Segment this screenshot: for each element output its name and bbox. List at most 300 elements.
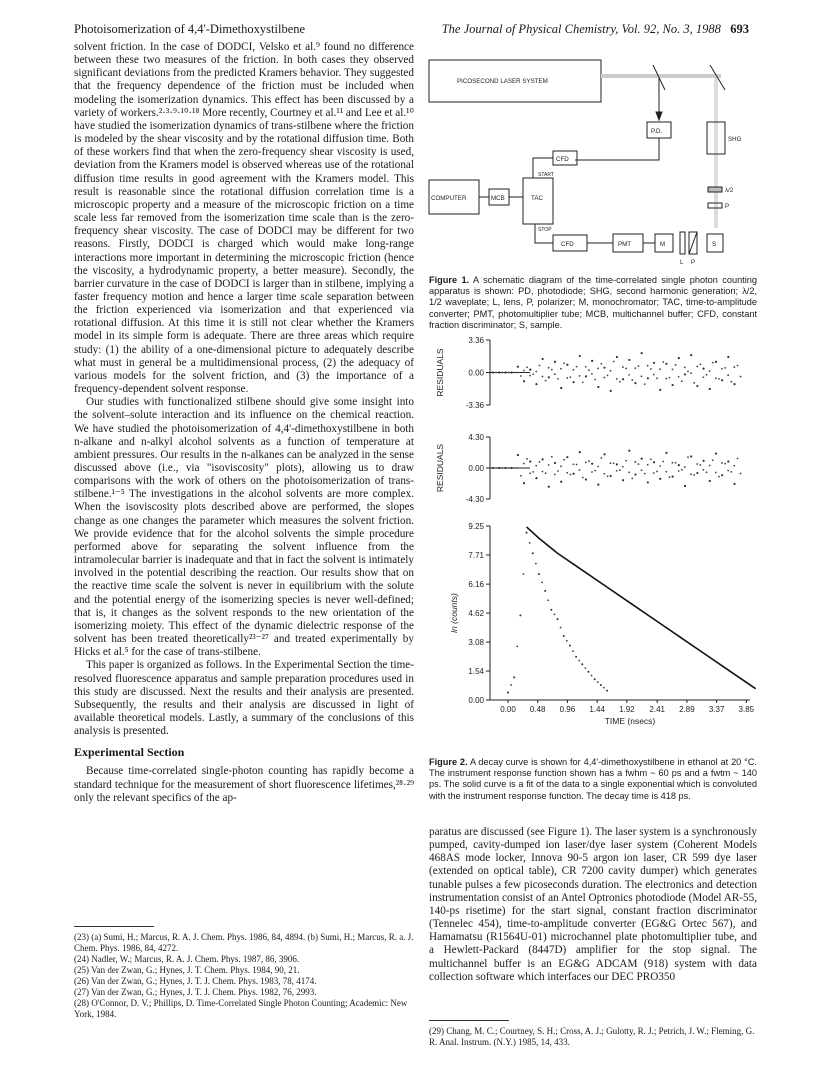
residual-point <box>576 464 578 466</box>
residual-point <box>551 369 553 371</box>
residual-point <box>634 382 636 384</box>
residual-point <box>554 474 556 476</box>
residual-point <box>542 358 544 360</box>
instrument-response-point <box>550 609 552 611</box>
residual-point <box>727 356 729 358</box>
x-tick-label: 1.44 <box>589 705 605 714</box>
residual-point <box>665 378 667 380</box>
figure2-caption-label: Figure 2. <box>429 757 468 767</box>
residual-point <box>597 483 599 485</box>
residual-point <box>628 359 630 361</box>
residual-point <box>699 464 701 466</box>
residual-point <box>610 390 612 392</box>
residual-point <box>542 458 544 460</box>
y-tick-label: 1.54 <box>468 667 484 677</box>
residual-point <box>492 467 494 469</box>
residual-point <box>675 462 677 464</box>
instrument-response-point <box>516 645 518 647</box>
lens <box>680 232 685 254</box>
laser-beam <box>601 74 721 78</box>
residual-point <box>591 471 593 473</box>
residual-point <box>508 467 510 469</box>
label-polarizer-bottom: P <box>691 259 696 266</box>
residual-point <box>653 362 655 364</box>
footnotes-right <box>429 1026 757 1048</box>
residual-point <box>709 388 711 390</box>
residual-point <box>523 380 525 382</box>
figure2-caption <box>429 757 757 802</box>
residual-point <box>585 462 587 464</box>
residual-point <box>572 473 574 475</box>
residual-point <box>653 374 655 376</box>
label-start: START <box>538 172 554 178</box>
residual-point <box>740 473 742 475</box>
residual-point <box>718 378 720 380</box>
residual-point <box>702 368 704 370</box>
residual-point <box>684 373 686 375</box>
instrument-response-point <box>572 650 574 652</box>
residual-point <box>631 477 633 479</box>
residual-point <box>560 368 562 370</box>
residual-point <box>523 463 525 465</box>
residual-point <box>669 377 671 379</box>
label-pmt: PMT <box>618 241 632 248</box>
residual-point <box>665 452 667 454</box>
residual-point <box>603 453 605 455</box>
footnote: (26) Van der Zwan, G.; Hynes, J. T. J. Chem. Phys. 1983, 78, 4174. <box>74 976 317 986</box>
residual-point <box>588 460 590 462</box>
residual-point <box>569 474 571 476</box>
residual-point <box>699 363 701 365</box>
instrument-response-point <box>526 532 528 534</box>
residual-point <box>594 470 596 472</box>
residual-point <box>730 471 732 473</box>
paragraph: paratus are discussed (see Figure 1). The laser system is a synchronously pumped, cavity-dumped ion laser/dye laser system (Coherent Models 468AS mode locker, Innova 90-5 argon ion laser, CR 599 dye laser (extended on optical table), CR 7200 cavity dumper) which generates tunable pulses a few picoseconds duration. The electronics and detection instrumentation consist of an Antel Optronics photodiode (Model AR-55, 140-ps risetime) for the start signal, constant fraction discriminator (Tennelec 454), time-to-amplitude converter (EG&G Ortec 567), and Hamamatsu (R1564U-01) microchannel plate photomultiplier tube, and a Hewlett-Packard (8447D) amplifier for the stop signal. The multichannel buffer is an EG&G ADCAM (918) system with data collection software which interfaces our DEC PRO350 <box>429 826 757 983</box>
residual-point <box>572 369 574 371</box>
y-axis-label: RESIDUALS <box>435 443 445 493</box>
residual-point <box>687 456 689 458</box>
residual-point <box>672 384 674 386</box>
x-tick-label: 3.37 <box>708 705 725 714</box>
residual-point <box>659 368 661 370</box>
paragraph: Our studies with functionalized stilbene should give some insight into the solvent–solute interaction and its influence on the chemical reaction. We have studied the photoisomerization of 4,4'-dimethoxystilbene in both n-alkane and n-alkyl alcohol solvents as a function of temperature at ambient pressures. Our results in the n-alkanes can be analyzed in the sense discussed above (i.e., via "isoviscosity" plots), allowing us to draw comparisons with the work of others on the photoisomerization of trans-stilbene.¹⁻⁵ The investigations in the alcohol solvents are more complex. When the isoviscosity plots described above are performed, the slopes change as one changes the parameter which measures the solvent friction. We provide evidence that for the alcohol solvents the simple procedure performed above for separating the solvent influence from the intramolecular barrier is inadequate and that in fact the solvent is intimately involved in the potential describing the reaction. Our results show that on the reactive time scale the solvent is never in equilibrium with the solute and the potential energy of the isomerizing species is never well-defined; that is, it changes as the solvent responds to the new orientation of the isomerizing moiety. This effect of the dynamic dielectric response of the solvent has been treated theoretically²³⁻²⁷ and treated experimentally by Hicks et al.⁵ for the case of trans-stilbene. <box>74 396 414 659</box>
fit-curve <box>527 527 756 689</box>
label-laser: PICOSECOND LASER SYSTEM <box>457 78 548 85</box>
residual-point <box>678 376 680 378</box>
instrument-response-point <box>529 542 531 544</box>
instrument-response-point <box>532 552 534 554</box>
page-number: 693 <box>730 22 749 36</box>
residual-point <box>545 380 547 382</box>
residual-point <box>557 378 559 380</box>
instrument-response-point <box>535 563 537 565</box>
paragraph: Because time-correlated single-photon counting has rapidly become a standard technique for the measurement of short fluorescence lifetimes,²⁸·²⁹ only the relevant specifics of the ap- <box>74 765 414 804</box>
residual-point <box>560 465 562 467</box>
footnote: (23) (a) Sumi, H.; Marcus, R. A. J. Chem. Phys. 1986, 84, 4894. (b) Sumi, H.; Marcus, R. a. J. Chem. Phys. 1986, 84, 4272. <box>74 932 414 953</box>
residual-point <box>517 366 519 368</box>
residual-point <box>501 372 503 374</box>
running-header-journal <box>442 22 749 37</box>
residual-point <box>535 477 537 479</box>
residual-point <box>644 473 646 475</box>
residual-point <box>659 478 661 480</box>
residual-point <box>582 381 584 383</box>
residual-point <box>563 362 565 364</box>
residual-point <box>563 459 565 461</box>
instrument-response-point <box>510 684 512 686</box>
residual-point <box>696 385 698 387</box>
residual-point <box>585 478 587 480</box>
residual-point <box>591 373 593 375</box>
label-half-wave: λ/2 <box>725 187 734 194</box>
residual-point <box>684 367 686 369</box>
running-header-title: Photoisomerization of 4,4'-Dimethoxystilbene <box>74 22 306 36</box>
residual-point <box>647 464 649 466</box>
residual-point <box>535 371 537 373</box>
residual-point <box>579 375 581 377</box>
residual-point <box>712 362 714 364</box>
residual-point <box>672 369 674 371</box>
residual-point <box>678 464 680 466</box>
residual-point <box>560 481 562 483</box>
residual-point <box>551 456 553 458</box>
instrument-response-point <box>507 691 509 693</box>
residual-point <box>721 474 723 476</box>
residual-point <box>498 371 500 373</box>
laser-beam-down <box>714 78 718 228</box>
x-tick-label: 0.48 <box>529 705 546 714</box>
residual-point <box>529 368 531 370</box>
residual-point <box>715 361 717 363</box>
residual-point <box>566 364 568 366</box>
residual-point <box>647 365 649 367</box>
instrument-response-point <box>563 635 565 637</box>
label-computer: COMPUTER <box>431 195 467 202</box>
residual-point <box>579 469 581 471</box>
residual-point <box>610 462 612 464</box>
y-tick-label: 0.00 <box>468 368 484 378</box>
residual-point <box>681 380 683 382</box>
residual-point <box>721 368 723 370</box>
residual-point <box>535 465 537 467</box>
x-tick-label: 0.96 <box>559 705 576 714</box>
residual-point <box>737 458 739 460</box>
residual-point <box>607 375 609 377</box>
residual-point <box>520 475 522 477</box>
residual-point <box>737 365 739 367</box>
instrument-response-point <box>600 684 602 686</box>
residual-point <box>718 476 720 478</box>
residual-point <box>724 367 726 369</box>
residual-point <box>535 383 537 385</box>
residual-point <box>684 485 686 487</box>
residual-point <box>665 363 667 365</box>
residual-point <box>517 454 519 456</box>
residual-point <box>532 471 534 473</box>
residual-point <box>529 460 531 462</box>
residual-point <box>508 372 510 374</box>
residual-point <box>662 461 664 463</box>
residual-point <box>696 366 698 368</box>
residual-point <box>669 476 671 478</box>
instrument-response-point <box>584 667 586 669</box>
residual-point <box>576 366 578 368</box>
residual-point <box>539 461 541 463</box>
residual-point <box>597 368 599 370</box>
residual-point <box>678 470 680 472</box>
footnote: (29) Chang, M. C.; Courtney, S. H.; Cross, A. J.; Gulotty, R. J.; Petrich, J. W.; Fleming, G. R. Anal. Instrum. (N.Y.) 1985, 14, 433. <box>429 1026 755 1047</box>
figure1-caption-text: A schematic diagram of the time-correlated single photon counting apparatus is shown: PD, photodiode; SHG, second harmonic generation; λ/2, 1/2 waveplate; L, lens, P, polarizer; M, monochromator; TAC, time-to-amplitude converter; PMT, photomultiplier tube; MCB, multichannel buffer; CFD, constant fraction discriminator; S, sample. <box>429 275 757 330</box>
footnote: (28) O'Connor, D. V.; Phillips, D. Time-Correlated Single Photon Counting; Academic: New York, 1984. <box>74 998 408 1019</box>
instrument-response-point <box>578 660 580 662</box>
residual-point <box>526 366 528 368</box>
residual-point <box>511 467 513 469</box>
instrument-response-point <box>597 681 599 683</box>
section-heading: Experimental Section <box>74 745 185 760</box>
residual-point <box>733 483 735 485</box>
figure2-plots <box>425 335 760 755</box>
residual-point <box>542 471 544 473</box>
residual-point <box>597 466 599 468</box>
residual-point <box>687 370 689 372</box>
right-column <box>429 826 757 984</box>
instrument-response-point <box>547 599 549 601</box>
residual-point <box>702 469 704 471</box>
residual-point <box>613 462 615 464</box>
label-tac: TAC <box>531 195 543 202</box>
y-tick-label: 7.71 <box>468 550 484 560</box>
residual-point <box>532 373 534 375</box>
residual-point <box>501 467 503 469</box>
residual-point <box>588 369 590 371</box>
x-tick-label: 0.00 <box>500 705 516 714</box>
residual-point <box>641 375 643 377</box>
figure1-caption <box>429 275 757 331</box>
residual-point <box>616 470 618 472</box>
residual-point <box>628 374 630 376</box>
label-lens: L <box>680 259 684 266</box>
x-tick-label: 3.85 <box>738 705 755 714</box>
y-tick-label: -4.30 <box>465 495 484 504</box>
residual-point <box>585 366 587 368</box>
residual-point <box>548 367 550 369</box>
residual-point <box>554 462 556 464</box>
instrument-response-point <box>581 663 583 665</box>
residual-point <box>616 356 618 358</box>
residual-point <box>653 472 655 474</box>
instrument-response-point <box>557 618 559 620</box>
y-axis-label: ln (counts) <box>449 593 459 633</box>
y-tick-label: 0.00 <box>468 464 484 473</box>
residual-point <box>597 386 599 388</box>
footnote: (27) Van der Zwan, G.; Hynes, J. T. J. Chem. Phys. 1982, 76, 2993. <box>74 987 317 997</box>
left-column <box>74 41 414 805</box>
paragraph: solvent friction. In the case of DODCI, Velsko et al.⁹ found no difference between these two measures of the friction. In both cases they observed significant deviations from the predicted Kramers behavior. They suggested that the frequency dependence of the friction must be included when modeling the isomerization dynamics. This effect has been discussed by a variety of workers.²·³·⁹·¹⁰·¹⁸ More recently, Courtney et al.¹¹ and Lee et al.¹⁰ have studied the isomerization dynamics of trans-stilbene where the friction is modeled by the shear viscosity and by the rotational diffusion time. Both of these workers find that when the zero-frequency shear viscosity is used, deviation from the Kramers model is observed whereas use of the rotational diffusion time results in good agreement with the Kramers model. This result is reasonable since the rotational diffusion correlation time is a microscopic property and a measure of the microscopic friction on a time scale less far removed from the isomerization time scale than is the zero-frequency shear viscosity. The case of DODCI may be different for two reasons. Firstly, DODCI is charged which would make long-range interactions more important in determining the microscopic friction (hence the viscosity, a hydrodynamic property, a better measure). Secondly, the barrier curvature in the case of DODCI is larger than in stilbene, implying a faster frequency motion and hence a larger time scale separation between the friction experienced via isomerization and that experienced via rotational diffusion. At this time it is still not clear whether the Kramers model in its simple form is adequate. There are three areas which require study: (1) the ability of a one-dimensional picture to adequately describe what must in general be a multidimensional process, (2) the adequacy of various models for the solvent friction, and (3) the importance of a frequency-dependent solvent response. <box>74 41 414 396</box>
label-cfd-bottom: CFD <box>561 241 574 248</box>
footnote-rule <box>429 1020 509 1021</box>
residual-point <box>610 475 612 477</box>
residual-point <box>613 361 615 363</box>
residual-point <box>498 467 500 469</box>
y-tick-label: 4.30 <box>468 433 484 442</box>
y-tick-label: 3.36 <box>468 336 484 345</box>
residual-point <box>622 479 624 481</box>
residual-point <box>733 366 735 368</box>
residual-point <box>600 363 602 365</box>
residual-point <box>678 357 680 359</box>
residual-point <box>702 460 704 462</box>
residual-point <box>690 455 692 457</box>
residual-point <box>641 458 643 460</box>
residual-point <box>709 370 711 372</box>
residual-point <box>681 469 683 471</box>
footnote-rule <box>74 926 154 927</box>
label-monochromator: M <box>660 241 666 248</box>
residual-point <box>603 473 605 475</box>
residual-point <box>690 354 692 356</box>
residual-point <box>582 477 584 479</box>
residual-point <box>721 462 723 464</box>
residual-point <box>712 459 714 461</box>
y-tick-label: 9.25 <box>468 522 484 531</box>
residual-point <box>625 368 627 370</box>
instrument-response-point <box>560 627 562 629</box>
residual-point <box>625 460 627 462</box>
residual-point <box>557 470 559 472</box>
residual-point <box>721 379 723 381</box>
residual-point <box>690 372 692 374</box>
residual-point <box>706 374 708 376</box>
figure2-caption-text: A decay curve is shown for 4,4'-dimethoxystilbene in ethanol at 20 °C. The instrument response function shown has a fwhm ~ 60 ps and a fwtm ~ 140 ps. The solid curve is a fit of the data to a single exponential which is convoluted with the instrument response function. The decay time is 418 ps. <box>429 757 758 801</box>
instrument-response-point <box>519 614 521 616</box>
instrument-response-point <box>566 640 568 642</box>
residual-point <box>727 460 729 462</box>
residual-point <box>495 372 497 374</box>
residual-point <box>647 377 649 379</box>
instrument-response-point <box>541 582 543 584</box>
residual-point <box>548 464 550 466</box>
residual-point <box>702 376 704 378</box>
residual-point <box>662 361 664 363</box>
residual-point <box>638 463 640 465</box>
instrument-response-point <box>575 656 577 658</box>
instrument-response-point <box>587 671 589 673</box>
residual-point <box>591 463 593 465</box>
residual-point <box>659 465 661 467</box>
residual-point <box>600 457 602 459</box>
residual-point <box>650 458 652 460</box>
residual-point <box>542 376 544 378</box>
residual-point <box>607 475 609 477</box>
residual-point <box>641 469 643 471</box>
residual-point <box>634 473 636 475</box>
residual-point <box>727 470 729 472</box>
residual-point <box>693 382 695 384</box>
residual-point <box>622 366 624 368</box>
residual-point <box>548 486 550 488</box>
waveplate <box>708 187 722 192</box>
residual-point <box>566 377 568 379</box>
residual-point <box>631 379 633 381</box>
residual-point <box>730 381 732 383</box>
residual-point <box>715 377 717 379</box>
instrument-response-point <box>513 676 515 678</box>
x-axis-label: TIME (nsecs) <box>604 716 656 726</box>
residual-point <box>560 387 562 389</box>
residual-point <box>634 367 636 369</box>
label-polarizer-right: P <box>725 203 730 210</box>
paragraph: This paper is organized as follows. In the Experimental Section the time-resolved fluorescence apparatus and sample preparation procedures used in this study are discussed. Next the results and their analysis are presented. Subsequently, the results and their analysis are discussed in light of available theoretical models. Lastly, a summary of the conclusions of this analysis is presented. <box>74 659 414 738</box>
residual-point <box>523 482 525 484</box>
instrument-response-point <box>606 690 608 692</box>
footnote: (25) Van der Zwan, G.; Hynes, J. T. Chem. Phys. 1984, 90, 21. <box>74 965 300 975</box>
residual-point <box>566 472 568 474</box>
residual-point <box>554 373 556 375</box>
residual-point <box>554 361 556 363</box>
residual-point <box>622 378 624 380</box>
residual-point <box>653 461 655 463</box>
journal-citation: The Journal of Physical Chemistry, Vol. 92, No. 3, 1988 <box>441 22 721 36</box>
instrument-response-point <box>594 678 596 680</box>
x-tick-label: 2.41 <box>649 705 665 714</box>
residual-point <box>594 379 596 381</box>
residual-point <box>672 462 674 464</box>
residual-point <box>545 472 547 474</box>
residual-point <box>529 472 531 474</box>
label-shg: SHG <box>728 136 742 143</box>
residual-point <box>656 471 658 473</box>
residual-point <box>572 463 574 465</box>
residual-point <box>659 389 661 391</box>
residual-point <box>504 467 506 469</box>
residual-point <box>733 465 735 467</box>
residual-point <box>603 367 605 369</box>
y-tick-label: 0.00 <box>468 696 484 705</box>
footnote: (24) Nadler, W.; Marcus, R. A. J. Chem. Phys. 1987, 86, 3906. <box>74 954 300 964</box>
residual-point <box>634 461 636 463</box>
residual-point <box>647 481 649 483</box>
residual-point <box>514 372 516 374</box>
residual-point <box>641 352 643 354</box>
residual-point <box>675 364 677 366</box>
instrument-response-point <box>591 675 593 677</box>
residual-point <box>511 371 513 373</box>
residual-point <box>517 467 519 469</box>
residual-point <box>610 370 612 372</box>
instrument-response-point <box>603 687 605 689</box>
label-pd: P.D. <box>651 128 663 135</box>
residual-point <box>740 376 742 378</box>
x-tick-label: 1.92 <box>619 705 635 714</box>
residual-point <box>492 371 494 373</box>
residual-point <box>579 451 581 453</box>
residual-point <box>619 381 621 383</box>
residual-point <box>572 381 574 383</box>
residual-point <box>504 371 506 373</box>
residual-point <box>696 472 698 474</box>
residual-point <box>579 355 581 357</box>
y-tick-label: 3.08 <box>468 638 484 648</box>
residual-point <box>690 473 692 475</box>
x-tick-label: 2.89 <box>679 705 695 714</box>
residual-point <box>706 471 708 473</box>
residual-point <box>523 370 525 372</box>
residual-point <box>566 456 568 458</box>
residual-point <box>616 463 618 465</box>
label-cfd-top: CFD <box>556 156 569 163</box>
residual-point <box>650 368 652 370</box>
residual-point <box>628 450 630 452</box>
